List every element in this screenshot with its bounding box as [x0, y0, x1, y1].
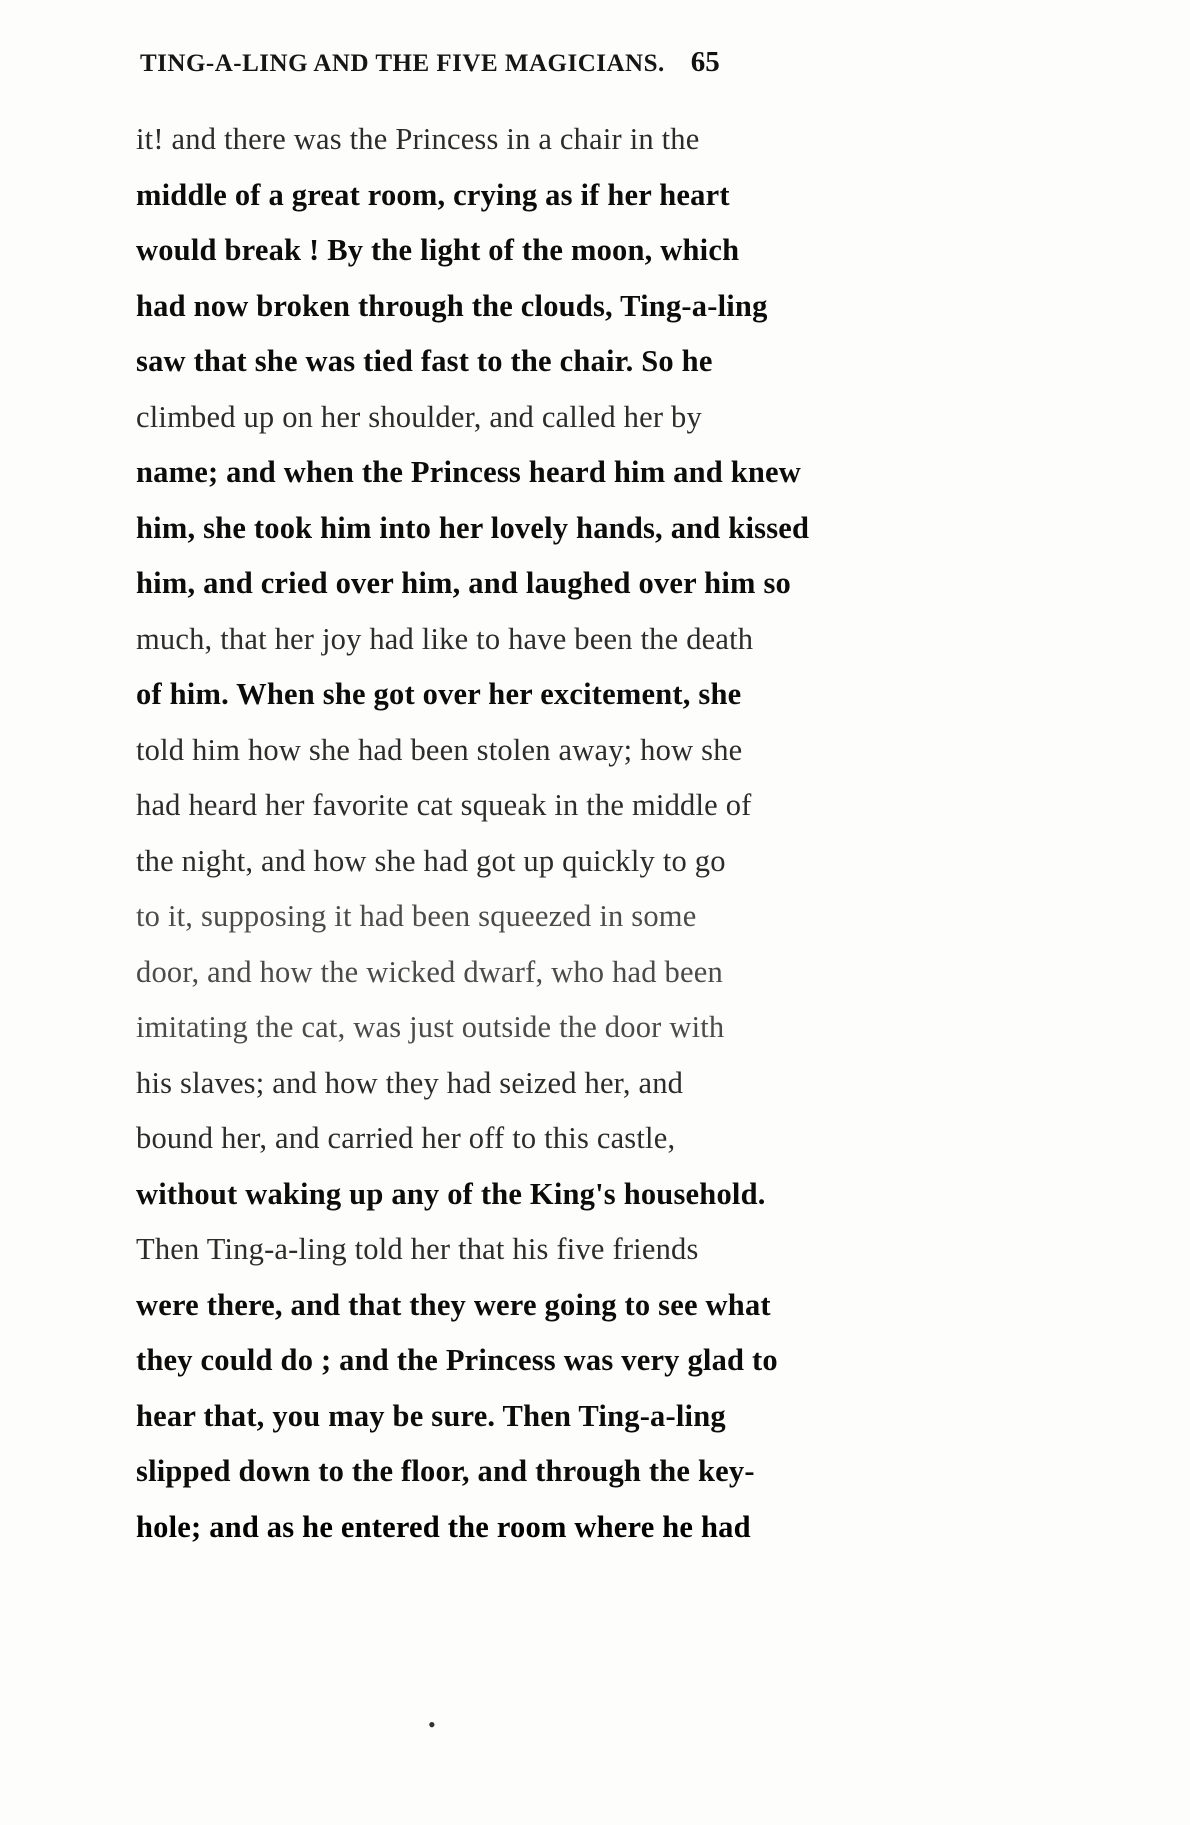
- text-line: had heard her favorite cat squeak in the middle of: [136, 788, 752, 822]
- text-line: door, and how the wicked dwarf, who had been: [136, 954, 723, 989]
- text-line: his slaves; and how they had seized her, and: [136, 1065, 684, 1100]
- text-line: they could do ; and the Princess was very glad to: [136, 1343, 778, 1377]
- text-line: told him how she had been stolen away; how she: [136, 732, 743, 767]
- text-line: were there, and that they were going to see what: [136, 1287, 771, 1322]
- text-line: hole; and as he entered the room where he had: [136, 1509, 751, 1544]
- text-line: middle of a great room, crying as if her heart: [136, 177, 730, 212]
- text-line: name; and when the Princess heard him and knew: [136, 455, 802, 489]
- text-line: Then Ting-a-ling told her that his five friends: [136, 1232, 699, 1266]
- text-line: it! and there was the Princess in a chair in the: [136, 122, 700, 156]
- text-line: saw that she was tied fast to the chair. So he: [136, 344, 713, 378]
- running-title: TING-A-LING AND THE FIVE MAGICIANS.: [140, 50, 665, 77]
- text-line: to it, supposing it had been squeezed in some: [136, 899, 697, 933]
- text-line: much, that her joy had like to have been the death: [136, 621, 754, 656]
- text-line: the night, and how she had got up quickly to go: [136, 843, 726, 878]
- text-line: would break ! By the light of the moon, which: [136, 233, 740, 267]
- page-number: 65: [690, 46, 720, 78]
- text-line: bound her, and carried her off to this castle,: [136, 1121, 676, 1155]
- page-header: [140, 46, 1070, 79]
- text-line: climbed up on her shoulder, and called her by: [136, 399, 702, 434]
- text-line: without waking up any of the King's household.: [136, 1176, 766, 1211]
- text-line: hear that, you may be sure. Then Ting-a-ling: [136, 1398, 726, 1433]
- text-line: had now broken through the clouds, Ting-a-ling: [136, 288, 768, 323]
- text-line: slipped down to the floor, and through the key-: [136, 1454, 755, 1488]
- text-line: of him. When she got over her excitement, she: [136, 677, 742, 711]
- text-line: him, she took him into her lovely hands, and kissed: [136, 510, 810, 545]
- text-line: him, and cried over him, and laughed over him so: [136, 566, 791, 600]
- body-text: [136, 112, 1066, 1555]
- text-line: imitating the cat, was just outside the door with: [136, 1010, 725, 1044]
- page-foot-mark: •: [428, 1712, 436, 1737]
